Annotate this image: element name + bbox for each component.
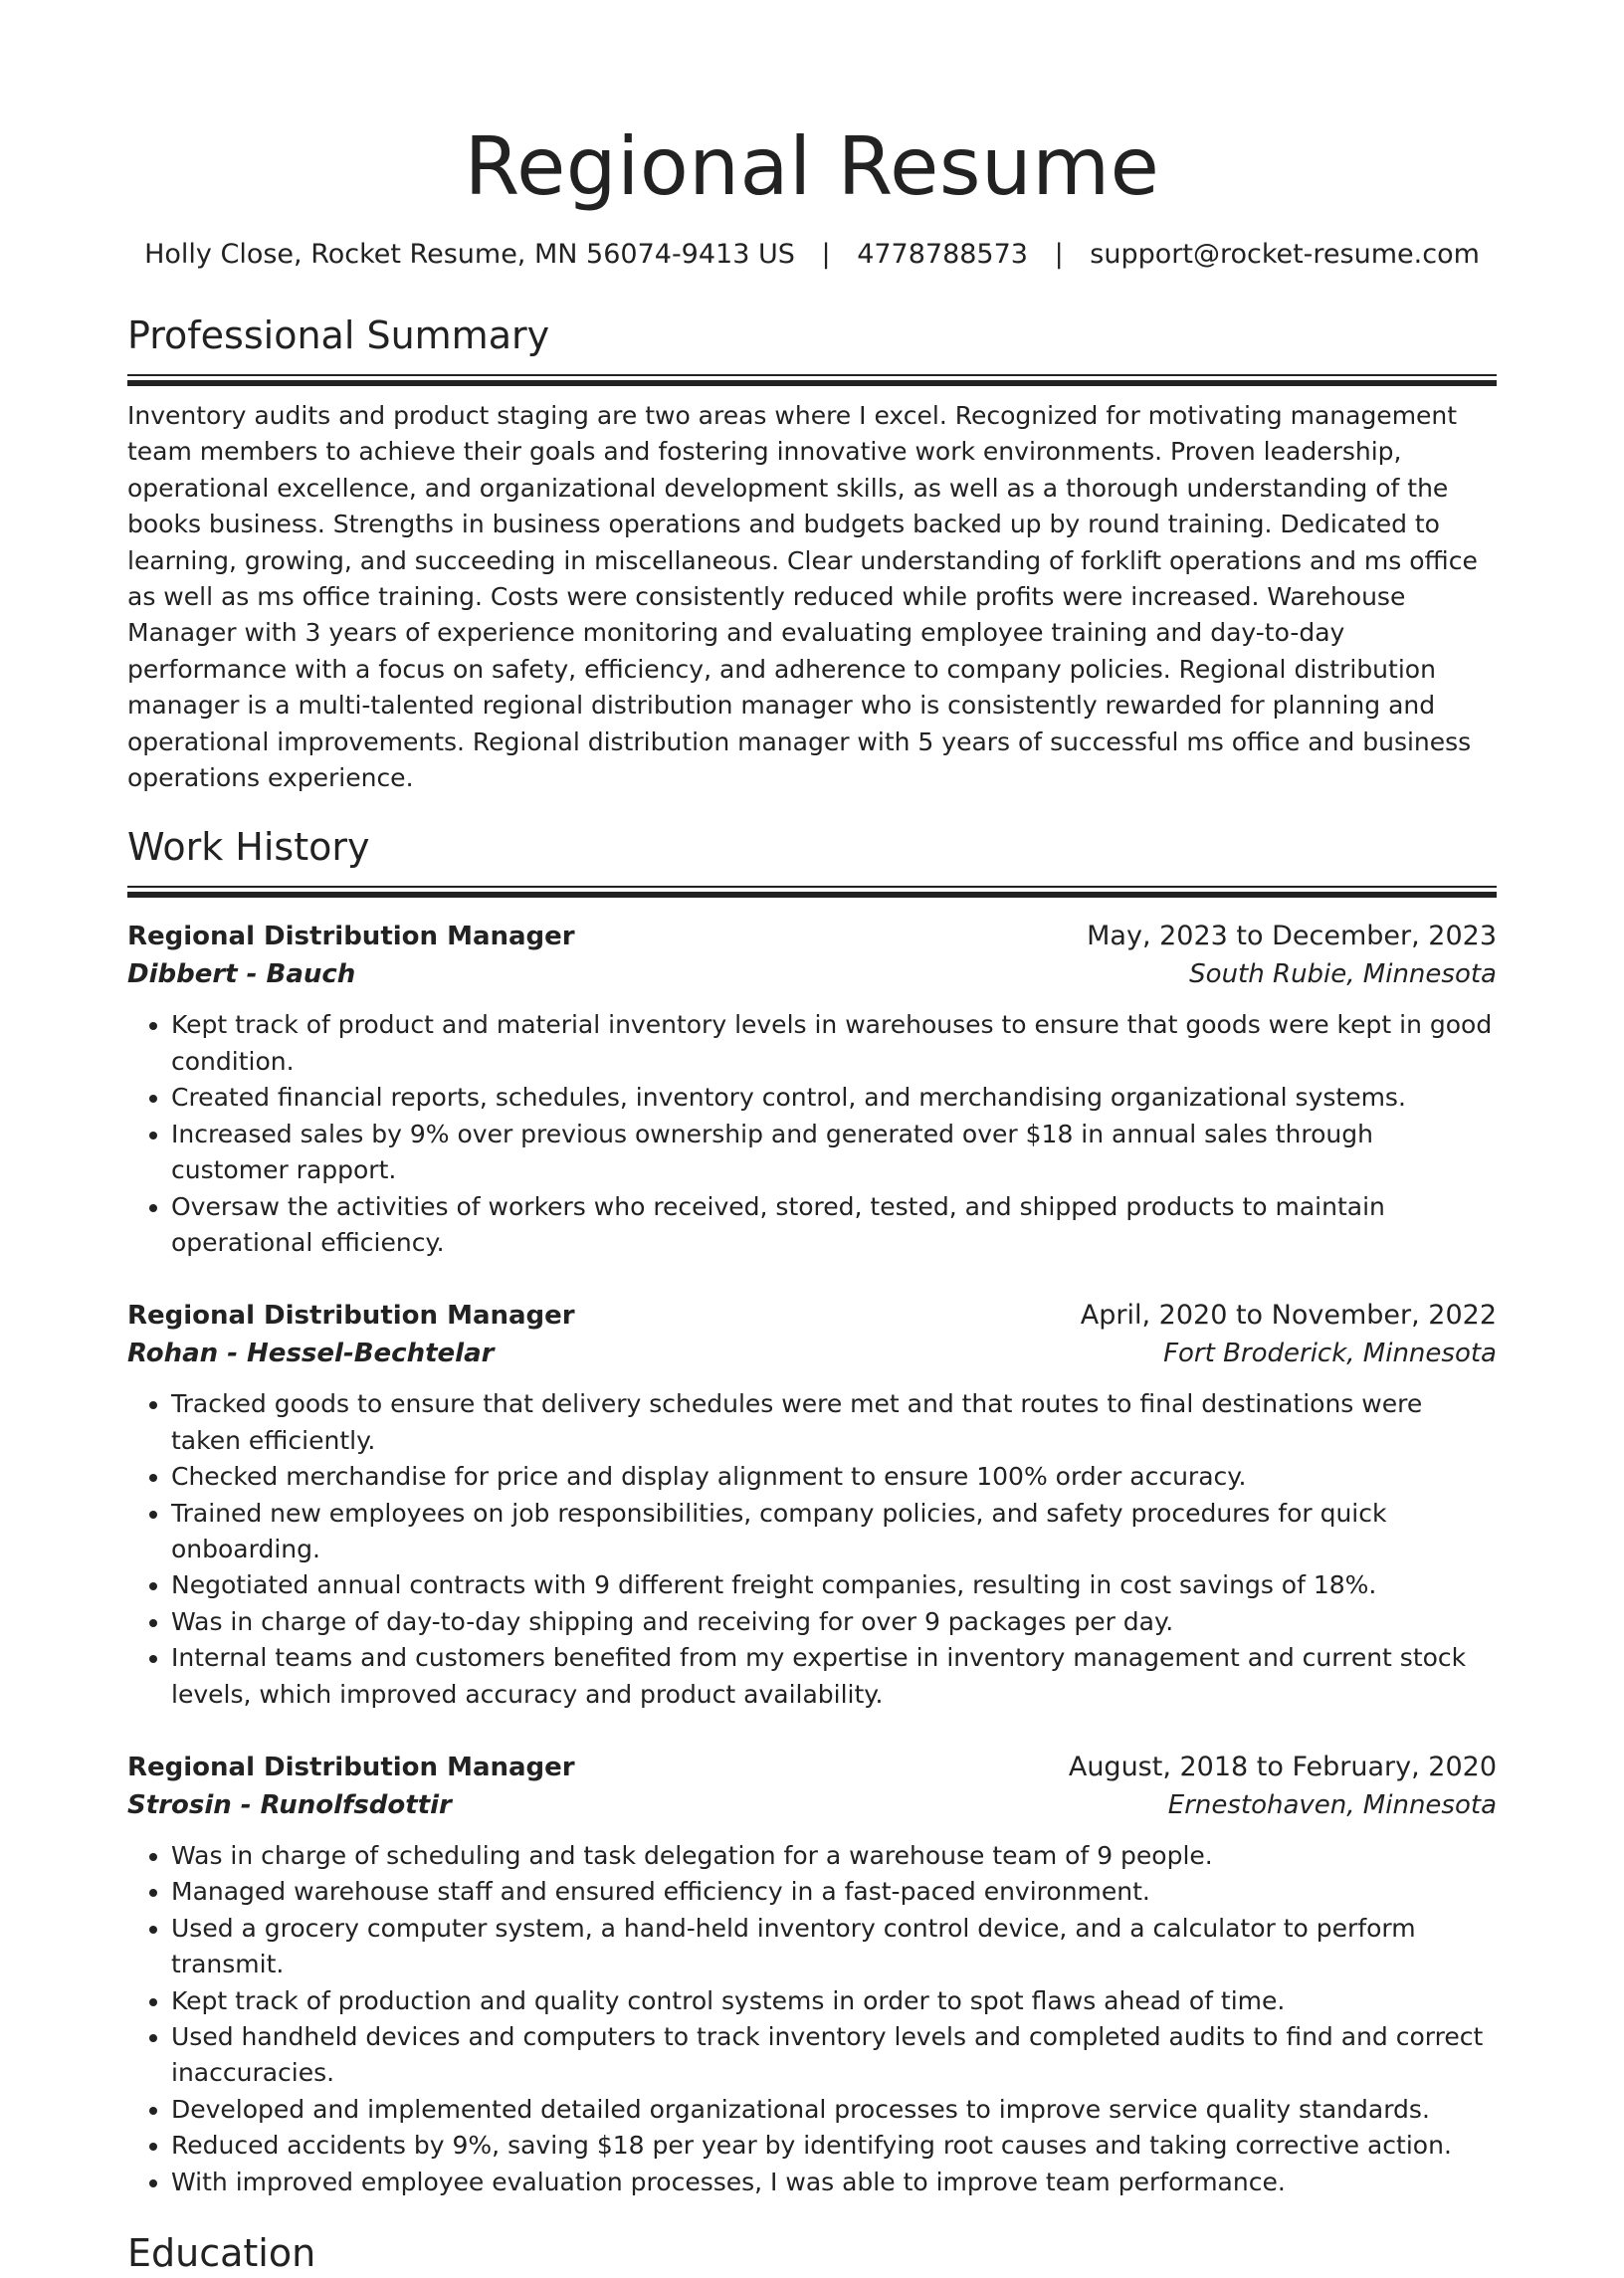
job-dates: May, 2023 to December, 2023 <box>1087 921 1497 952</box>
job-company: Dibbert - Bauch <box>127 959 356 990</box>
job-bullet: • Managed warehouse staff and ensured efficiency in a fast-paced environment. <box>171 1874 1497 1910</box>
job-bullet: • Reduced accidents by 9%, saving $18 per year by identifying root causes and taking corrective action. <box>171 2128 1497 2164</box>
job-dates: August, 2018 to February, 2020 <box>1068 1751 1497 1782</box>
contact-separator: | <box>1054 239 1064 270</box>
professional-summary-section <box>127 311 1497 796</box>
job-bullet-list <box>127 1007 1497 1261</box>
summary-text: Inventory audits and product staging are two areas where I excel. Recognized for motivating management team members to achieve their goals and fostering innovative work environments. Proven leadership, operational excellence, and organizational development skills, as well as a thorough understanding of the books business. Strengths in business operations and budgets backed up by round training. Dedicated to learning, growing, and succeeding in miscellaneous. Clear understanding of forklift operations and ms office as well as ms office training. Costs were consistently reduced while profits were increased. Warehouse Manager with 3 years of experience monitoring and evaluating employee training and day-to-day performance with a focus on safety, efficiency, and adherence to company policies. Regional distribution manager is a multi-talented regional distribution manager who is consistently rewarded for planning and operational improvements. Regional distribution manager with 5 years of successful ms office and business operations experience. <box>127 401 1478 793</box>
job-location: South Rubie, Minnesota <box>1189 959 1497 990</box>
job-entry <box>127 1297 1497 1713</box>
job-location: Fort Broderick, Minnesota <box>1163 1339 1497 1369</box>
job-subheader-row <box>127 1786 1497 1824</box>
job-bullet: • Internal teams and customers benefited from my expertise in inventory management and current stock levels, which improved accuracy and product availability. <box>171 1640 1497 1713</box>
resume-title: Regional Resume <box>464 120 1160 213</box>
job-bullet: • Checked merchandise for price and display alignment to ensure 100% order accuracy. <box>171 1459 1497 1495</box>
section-heading: Professional Summary <box>127 313 550 357</box>
job-bullet: • Kept track of production and quality control systems in order to spot flaws ahead of time. <box>171 1983 1497 2019</box>
job-subheader-row <box>127 1335 1497 1372</box>
contact-line <box>127 237 1497 273</box>
resume-content <box>127 0 1497 2278</box>
job-bullet-list <box>127 1386 1497 1713</box>
section-divider <box>127 374 1497 386</box>
work-history-section <box>127 822 1497 2200</box>
section-heading: Education <box>127 2231 316 2276</box>
job-bullet: • Used a grocery computer system, a hand-held inventory control device, and a calculator to perform transmit. <box>171 1911 1497 1983</box>
job-entry <box>127 1749 1497 2200</box>
job-bullet: • With improved employee evaluation processes, I was able to improve team performance. <box>171 2165 1497 2200</box>
job-bullet: • Developed and implemented detailed organizational processes to improve service quality standards. <box>171 2092 1497 2128</box>
job-header-row <box>127 918 1497 955</box>
education-section <box>127 2228 1497 2278</box>
job-header-row <box>127 1297 1497 1335</box>
job-subheader-row <box>127 955 1497 993</box>
contact-address: Holly Close, Rocket Resume, MN 56074-9413 US <box>144 239 795 270</box>
job-bullet: • Used handheld devices and computers to track inventory levels and completed audits to find and correct inaccuracies. <box>171 2019 1497 2092</box>
job-location: Ernestohaven, Minnesota <box>1167 1789 1497 1820</box>
job-title: Regional Distribution Manager <box>127 1752 575 1782</box>
job-company: Rohan - Hessel-Bechtelar <box>127 1339 495 1369</box>
section-heading: Work History <box>127 825 370 870</box>
job-bullet-list <box>127 1838 1497 2200</box>
job-bullet: • Tracked goods to ensure that delivery schedules were met and that routes to final destinations were taken efficiently. <box>171 1386 1497 1459</box>
contact-separator: | <box>821 239 831 270</box>
job-bullet: • Negotiated annual contracts with 9 different freight companies, resulting in cost savings of 18%. <box>171 1567 1497 1603</box>
job-bullet: • Trained new employees on job responsibilities, company policies, and safety procedures for quick onboarding. <box>171 1496 1497 1568</box>
job-title: Regional Distribution Manager <box>127 922 575 952</box>
job-entry <box>127 918 1497 1261</box>
job-bullet: • Created financial reports, schedules, inventory control, and merchandising organizational systems. <box>171 1080 1497 1116</box>
job-bullet: • Oversaw the activities of workers who received, stored, tested, and shipped products to maintain operational efficiency. <box>171 1189 1497 1262</box>
job-company: Strosin - Runolfsdottir <box>127 1789 452 1820</box>
contact-email: support@rocket-resume.com <box>1090 239 1480 270</box>
job-header-row <box>127 1749 1497 1786</box>
job-title: Regional Distribution Manager <box>127 1301 575 1332</box>
job-bullet: • Increased sales by 9% over previous ownership and generated over $18 in annual sales through customer rapport. <box>171 1117 1497 1189</box>
contact-phone: 4778788573 <box>857 239 1028 270</box>
section-divider <box>127 886 1497 898</box>
job-bullet: • Was in charge of day-to-day shipping and receiving for over 9 packages per day. <box>171 1604 1497 1640</box>
job-bullet: • Was in charge of scheduling and task delegation for a warehouse team of 9 people. <box>171 1838 1497 1874</box>
job-dates: April, 2020 to November, 2022 <box>1080 1300 1497 1332</box>
job-bullet: • Kept track of product and material inventory levels in warehouses to ensure that goods were kept in good condition. <box>171 1007 1497 1080</box>
